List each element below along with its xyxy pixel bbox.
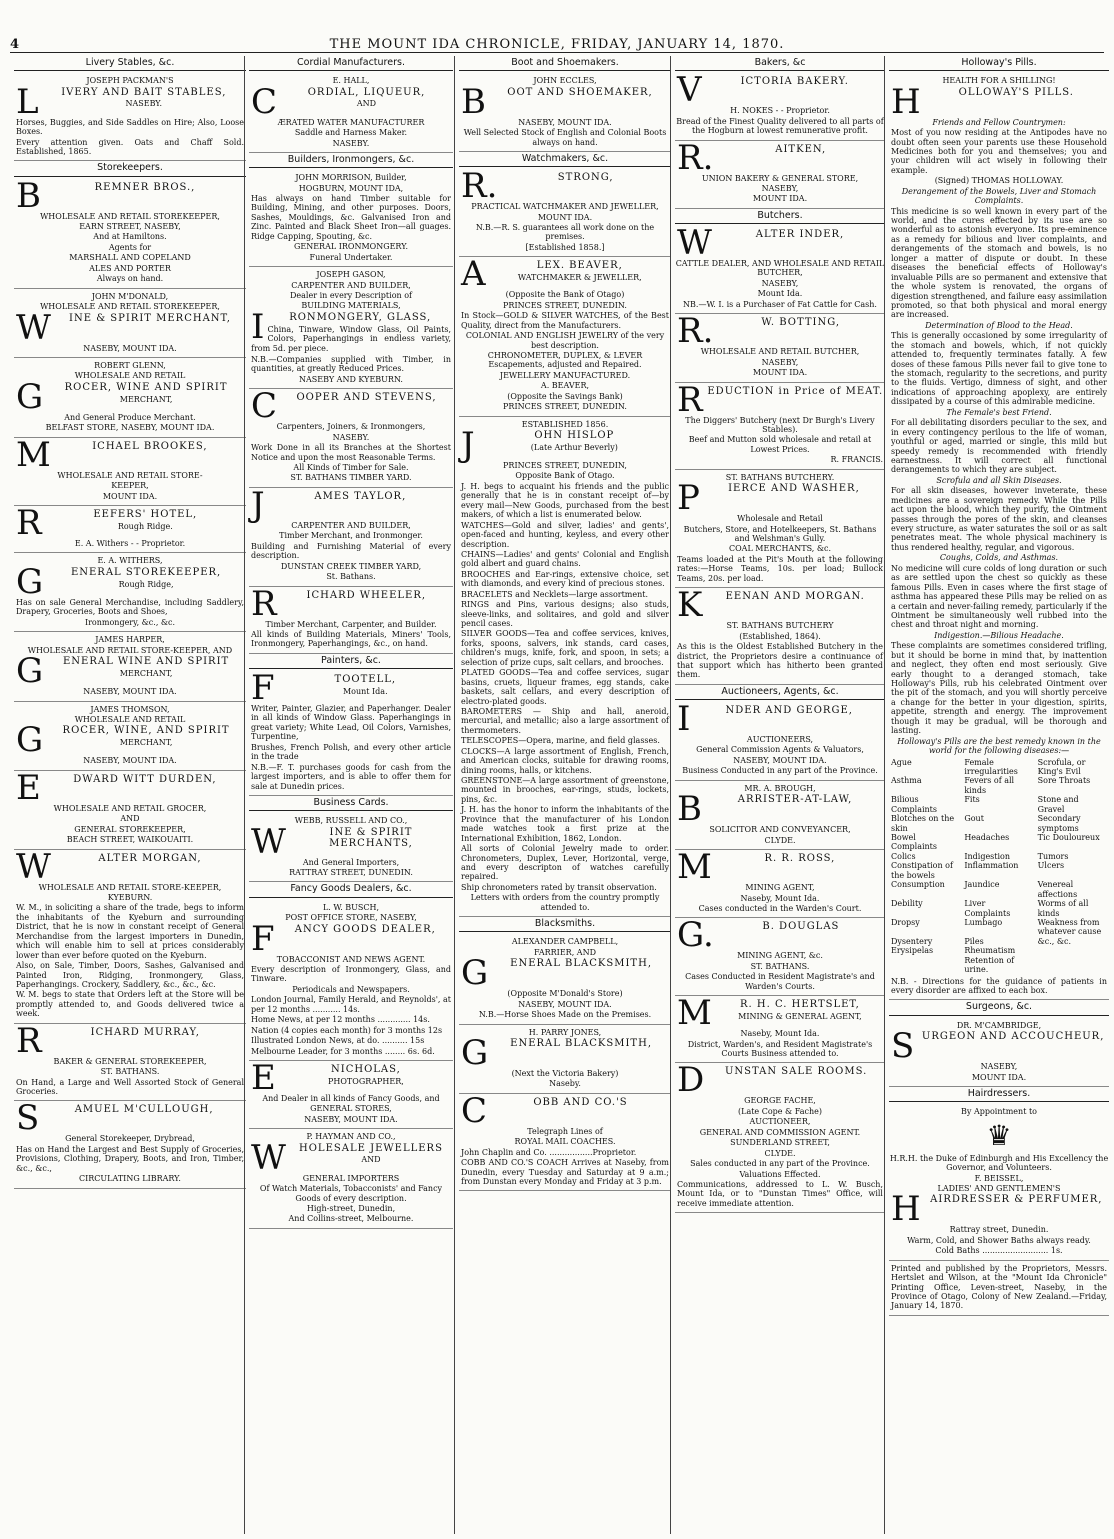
column-5 — [884, 56, 1109, 1534]
ad-packman: JOSEPH PACKMAN'S L IVERY AND BAIT STABLES, NASEBY. Horses, Buggies, and Side Saddles on Hire; Also, Loose Boxes. Every attention given. Oats and Chaff Sold. Established, 1865. — [14, 73, 246, 161]
ailment-item: Secondary symptoms — [1037, 814, 1081, 833]
ad-ross: M R. R. ROSS, MINING AGENT, Naseby, Mount Ida. Cases conducted in the Warden's Court. — [675, 850, 885, 918]
ad-keenan-morgan: K EENAN AND MORGAN. ST. BATHANS BUTCHERY (Established, 1864). As this is the Oldest Established Butchery in the district, the Proprietors desire a continuance of that support which has hitherto been granted them. — [675, 588, 885, 685]
ailment-item: Jaundice — [964, 880, 1000, 890]
section-header: Cordial Manufacturers. — [249, 56, 453, 71]
ailment-item: Colics — [891, 851, 916, 861]
ailment-item: Dysentery — [891, 936, 933, 946]
ad-busch: L. W. BUSCH, POST OFFICE STORE, NASEBY, F ANCY GOODS DEALER, TOBACCONIST AND NEWS AGENT. Every description of Ironmongery, Glass, and Tinware. Periodicals and Newspapers. London Journal, Family Herald, and Reynolds', at per 12 months ........... 14s. Home News, at per 12 months ............. 14s. Nation (4 copies each month) for 3 months 12s Illustrated London News, at do. .......... 15s Melbourne Leader, for 3 months ........ 6s. 6d. — [249, 900, 453, 1061]
ad-cooper-stevens: C OOPER AND STEVENS, Carpenters, Joiners, & Ironmongers, NASEBY. Work Done in all its Branches at the Shortest Notice and upon the most Reasonable Terms. All Kinds of Timber for Sale. ST. BATHANS TIMBER YARD. — [249, 389, 453, 488]
ailment-item — [1038, 946, 1107, 955]
ad-parry-jones: H. PARRY JONES, G ENERAL BLACKSMITH, (Next the Victoria Bakery) Naseby. — [459, 1025, 671, 1094]
imprint: Printed and published by the Proprietors, Messrs. Hertslet and Wilson, at the "Mount Ida Chronicle" Printing Office, Leven-street, Naseby, in the Province of Otago, Colony of New Zealand.—Friday, January 14, 1870. — [889, 1261, 1109, 1316]
ad-pierce-washer: ST. BATHANS BUTCHERY. P IERCE AND WASHER, Wholesale and Retail Butchers, Store, and Hotelkeepers, St. Bathans and Welshman's Gully. COAL MERCHANTS, &c. Teams loaded at the Pit's Mouth at the following rates:—Horse Teams, 10s. per load; Bullock Teams, 20s. per load. — [675, 470, 885, 589]
newspaper-title: THE MOUNT IDA CHRONICLE, FRIDAY, JANUARY 14, 1870. — [329, 37, 785, 52]
ad-beaver: A LEX. BEAVER, WATCHMAKER & JEWELLER, (Opposite the Bank of Otago) PRINCES STREET, DUNEDIN. In Stock—GOLD & SILVER WATCHES, of the Best Quality, direct from the Manufacturers. COLONIAL AND ENGLISH JEWELRY of the very best description. CHRONOMETER, DUPLEX, & LEVER Escapements, adjusted and Repaired. JEWELLERY MANUFACTURED. A. BEAVER, (Opposite the Savings Bank) PRINCES STREET, DUNEDIN. — [459, 257, 671, 416]
ad-brough: MR. A. BROUGH, B ARRISTER-AT-LAW, SOLICITOR AND CONVEYANCER, CLYDE. — [675, 781, 885, 850]
ailment-item: Blotches on the skin — [891, 814, 955, 833]
ad-morrison: JOHN MORRISON, Builder, HOGBURN, MOUNT IDA, Has always on hand Timber suitable for Building, Mining, and other purposes. Doors, Sashes, Mouldings, &c. Galvanised Iron and Zinc. Painted and Black Sheet Iron—all guages. Ridge Capping, Spouting, &c. GENERAL IRONMONGERY. Funeral Undertaker. — [249, 170, 453, 267]
section-header: Blacksmiths. — [459, 917, 671, 932]
ailment-item: Constipation of the bowels — [891, 861, 953, 880]
section-header: Hairdressers. — [889, 1087, 1109, 1102]
ad-aitken: R. AITKEN, UNION BAKERY & GENERAL STORE, NASEBY, MOUNT IDA. — [675, 141, 885, 209]
ad-mdonald: JOHN M'DONALD, WHOLESALE AND RETAIL STOREKEEPER, W INE & SPIRIT MERCHANT, NASEBY, MOUNT IDA. — [14, 289, 246, 358]
ad-glenn: ROBERT GLENN, WHOLESALE AND RETAIL G ROCER, WINE AND SPIRIT MERCHANT, And General Produce Merchant. BELFAST STORE, NASEBY, MOUNT IDA. — [14, 358, 246, 438]
ailment-item: Tumors — [1037, 851, 1069, 861]
ailment-item: Weakness from whatever cause — [1037, 917, 1102, 937]
ailment-item: Sore Throats — [1037, 776, 1091, 786]
column-4 — [670, 56, 885, 1534]
ad-cobb: C OBB AND CO.'S Telegraph Lines of ROYAL MAIL COACHES. John Chaplin and Co. .................Proprietor. COBB AND CO.'S COACH Arrives at Naseby, from Dunedin, every Tuesday and Saturday at 9 a.m.; from Dunstan every Monday and Friday at 3 p.m. — [459, 1094, 671, 1192]
section-header: Business Cards. — [249, 796, 453, 811]
ad-hislop: ESTABLISHED 1856. J OHN HISLOP (Late Arthur Beverly) PRINCES STREET, DUNEDIN, Opposite Bank of Otago. J. H. begs to acquaint his friends and the public generally that he is in constant receipt of—by every mail—New Goods, purchased from the best makers, of which a list is enumerated below. WATCHES—Gold and silver, ladies' and gents', open-faced and hunting, keyless, and every other description. CHAINS—Ladies' and gents' Colonial and English gold albert and guard chains. BROOCHES and Ear-rings, extensive choice, set with diamonds, and every kind of precious stones. BRACELETS and Necklets—large assortment. RINGS and Pins, various designs; also studs, sleeve-links, and solitaires, and gold and silver pencil cases. SILVER GOODS—Tea and coffee services, knives, forks, spoons, salvers, ink stands, card cases, children's mugs, knife, fork, and spoon, in sets; a selection of prize cups, salt cellars, and brooches. PLATED GOODS—Tea and coffee services, sugar basins, cruets, liqueur frames, egg stands, cake baskets, salt cellars, and every description of electro-plated goods. BAROMETERS — Ship and hall, aneroid, mercurial, and metallic; also a large assortment of thermometers. TELESCOPES—Opera, marine, and field glasses. CLOCKS—A large assortment of English, French, and American clocks, suitable for drawing rooms, dining rooms, halls, or kitchens. GREENSTONE—A large assortment of greenstone, mounted in brooches, ear-rings, studs, lockets, pins, &c. J. H. has the honor to inform the inhabitants of the Province that the manufacturer of his London made watches took a first prize at the International Exhibition, 1862, London. All sorts of Colonial Jewelry made to order. Chronometers, Duplex, Lever, Horizontal, verge, and every descripton of watches carefully repaired. Ship chronometers rated by transit observation. Letters with orders from the country promptly attended to. — [459, 417, 671, 918]
section-header: Livery Stables, &c. — [14, 56, 246, 71]
ad-morgan: W ALTER MORGAN, WHOLESALE AND RETAIL STORE-KEEPER, KYEBURN. W. M., in soliciting a share of the trade, begs to inform the inhabitants of the Kyeburn and surrounding District, that he is now in constant receipt of General Merchandise from the largest importers in Dunedin, which will enable him to sell at prices considerably lower than ever before quoted on the Kyeburn. Also, on Sale, Timber, Doors, Sashes, Galvanised and Painted Iron, Ridging, Ironmongery, Glass, Paperhangings. Crockery, Saddlery, &c., &c., &c. W. M. begs to state that Orders left at the Store will be promptly attended to, and Goods delivered twice a week. — [14, 850, 246, 1024]
ailment-item: Ulcers — [1037, 861, 1065, 871]
section-header: Bakers, &c — [675, 56, 885, 71]
section-header: Painters, &c. — [249, 654, 453, 669]
ad-reefers: R EEFERS' HOTEL, Rough Ridge. E. A. Withers - - Proprietor. — [14, 506, 246, 553]
section-header: Builders, Ironmongers, &c. — [249, 153, 453, 168]
ad-webb-russell: WEBB, RUSSELL AND CO., W INE & SPIRIT MERCHANTS, And General Importers, RATTRAY STREET, DUNEDIN. — [249, 813, 453, 882]
ad-wheeler: R ICHARD WHEELER, Timber Merchant, Carpenter, and Builder. All kinds of Building Materials, Miners' Tools, Ironmongery, Paperhangings, &c., on hand. — [249, 587, 453, 654]
column-2 — [244, 56, 453, 1534]
ailment-item: Female irregularities — [964, 757, 1018, 776]
masthead — [10, 30, 1104, 53]
ailment-item: Fits — [964, 795, 980, 805]
ailment-item: Fevers of all kinds — [964, 776, 1015, 795]
ad-murray: R ICHARD MURRAY, BAKER & GENERAL STOREKEEPER, ST. BATHANS. On Hand, a Large and Well Assorted Stock of General Groceries. — [14, 1024, 246, 1102]
ailment-item: Asthma — [891, 776, 922, 786]
ailment-item: Liver Complaints — [964, 899, 1011, 918]
ailment-item: Debility — [891, 899, 923, 909]
ailment-item: Stone and Gravel — [1037, 795, 1079, 814]
ailment-item: Dropsy — [891, 917, 920, 927]
ad-inder-george: I NDER AND GEORGE, AUCTIONEERS, General Commission Agents & Valuators, NASEBY, MOUNT IDA. Business Conducted in any part of the Province. — [675, 702, 885, 781]
ailment-item: Scrofula, or King's Evil — [1037, 757, 1086, 776]
ailment-item: Indigestion — [964, 851, 1011, 861]
ailment-item: Consumption — [891, 880, 945, 890]
ad-victoria-bakery: V ICTORIA BAKERY. H. NOKES - - Proprietor. Bread of the Finest Quality delivered to all parts of the Hogburn at lowest remunerative profit. — [675, 73, 885, 140]
ailment-item: Erysipelas — [891, 946, 934, 956]
section-header: Butchers. — [675, 209, 885, 224]
ailment-item: Headaches — [964, 833, 1010, 843]
ad-eccles: JOHN ECCLES, B OOT AND SHOEMAKER, NASEBY, MOUNT IDA. Well Selected Stock of English and Colonial Boots always on hand. — [459, 73, 671, 152]
ad-mcambridge: DR. M'CAMBRIDGE, S URGEON AND ACCOUCHEUR, NASEBY, MOUNT IDA. — [889, 1018, 1109, 1087]
column-1 — [14, 56, 246, 1534]
ad-hayman: P. HAYMAN AND CO., W HOLESALE JEWELLERS AND GENERAL IMPORTERS Of Watch Materials, Tobacconists' and Fancy Goods of every description. High-street, Dunedin, And Collins-street, Melbourne. — [249, 1129, 453, 1229]
royal-crest-icon: ♛ — [986, 1118, 1012, 1152]
ad-durden: E DWARD WITT DURDEN, WHOLESALE AND RETAIL GROCER, AND GENERAL STOREKEEPER, BEACH STREET, WAIKOUAITI. — [14, 771, 246, 850]
section-header: Boot and Shoemakers. — [459, 56, 671, 71]
section-header: Watchmakers, &c. — [459, 152, 671, 167]
ailment-item: Gout — [964, 814, 984, 824]
ad-douglas: G. B. DOUGLAS MINING AGENT, &c. ST. BATHANS. Cases Conducted in Resident Magistrate's and Warden's Courts. — [675, 918, 885, 996]
ailment-item: Inflammation — [964, 861, 1019, 871]
ad-beissel: By Appointment to ♛ H.R.H. the Duke of Edinburgh and His Excellency the Governor, and Volunteers. F. BEISSEL, LADIES' AND GENTLEMEN'S H AIRDRESSER & PERFUMER, Rattray street, Dunedin. Warm, Cold, and Shower Baths always ready. Cold Baths .......................... 1s. — [889, 1104, 1109, 1261]
ad-brookes: M ICHAEL BROOKES, WHOLESALE AND RETAIL STORE- KEEPER, MOUNT IDA. — [14, 438, 246, 506]
ad-gason: JOSEPH GASON, CARPENTER AND BUILDER, Dealer in every Description of BUILDING MATERIALS, I RONMONGERY, GLASS, China, Tinware, Window Glass, Oil Paints, Colors, Paperhangings in endless variety, from 5d. per piece. N.B.—Companies supplied with Timber, in quantities, at greatly Reduced Prices. NASEBY AND KYEBURN. — [249, 267, 453, 389]
ailment-item: Piles — [964, 936, 984, 946]
ad-hertslet: M R. H. C. HERTSLET, MINING & GENERAL AGENT, Naseby, Mount Ida. District, Warden's, and Resident Magistrate's Courts Business attended to. — [675, 996, 885, 1063]
ad-inder: W ALTER INDER, CATTLE DEALER, AND WHOLESALE AND RETAIL BUTCHER, NASEBY, Mount Ida. NB.—W. I. is a Purchaser of Fat Cattle for Cash. — [675, 226, 885, 314]
ad-thomson: JAMES THOMSON, WHOLESALE AND RETAIL G ROCER, WINE, AND SPIRIT MERCHANT, NASEBY, MOUNT IDA. — [14, 702, 246, 771]
ad-taylor: J AMES TAYLOR, CARPENTER AND BUILDER, Timber Merchant, and Ironmonger. Building and Furnishing Material of every description. DUNSTAN CREEK TIMBER YARD, St. Bathans. — [249, 488, 453, 587]
ad-holloway: HEALTH FOR A SHILLING! H OLLOWAY'S PILLS. Friends and Fellow Countrymen: Most of you now residing at the Antipodes have no doubt often seen your parents use these Household Medicines both for you and themselves; you and your children will act wisely in following their example. (Signed) THOMAS HOLLOWAY. Derangement of the Bowels, Liver and Stomach Complaints. This medicine is so well known in every part of the world, and the cures effected by its use are so wonderful as to astonish everyone. Its pre-eminence as a remedy for bilious and liver complaints, and derangements of the stomach and bowels, is no longer a matter of dispute or doubt. In these diseases the beneficial effects of Holloway's invaluable Pills are so permanent and extensive that the whole system is renovated, the organs of digestion strengthened, and failure easy assimilation promoted, so that both physical and moral energy are increased. Determination of Blood to the Head. This is generally occasioned by some irregularity of the stomach and bowels, which, if not quickly attended to, frequently terminates fatally. A few doses of these famous Pills never fail to give tone to the stomach, regularity to the secretions, and purity to the fluids. Vertigo, dimness of sight, and other indications of approaching apoplexy, are entirely dissipated by a course of this admirable medicine. The Female's best Friend. For all debilitating disorders peculiar to the sex, and in every contingency perilous to the life of woman, youthful or aged, married or single, this mild but speedy remedy is recommended with friendly earnestness. It will correct all functional derangements to which they are subject. Scrofula and all Skin Diseases. For all skin diseases, however inveterate, these medicines are a sovereign remedy. While the Pills act upon the blood, which they purify, the Ointment passes through the pores of the skin, and cleanses every structure, as water saturates the soil or as salt penetrates meat. The whole physical machinery is thus rendered healthy, regular, and vigorous. Coughs, Colds, and Asthmas. No medicine will cure colds of long duration or such as are settled upon the chest so quickly as these famous Pills. Even in cases where the first stage of asthma has appeared these Pills may be relied on as a certain and never-failing remedy, particularly if the Ointment be simultaneously well rubbed into the chest and throat night and morning. Indigestion.—Bilious Headache. These complaints are sometimes considered trifling, but it should be borne in mind that, by inattention and neglect, they often end most seriously. Give early thought to a deranged stomach, take Holloway's Pills, rub his celebrated Ointment over the pit of the stomach, and you will shortly perceive a change for the better in your digestion, spirits, appetite, strength and energy. The improvement though it may be gradual, will be thorough and lasting. Holloway's Pills are the best remedy known in the world for the following diseases:— Ague Female irregularities Scrofula, or King's Evil Asthma Fevers of all kinds Sore Throats Bilious Complaints Fits Stone and Gravel Blotches on the skin Gout Secondary symptoms Bowel Complaints Headaches Tic Douloureux Colics Indigestion Tumors Constipation of the bowels Inflammation Ulcers Consumption Jaundice Venereal affections Debility Liver Complaints Worms of all kinds Dropsy Lumbago Weakness from whatever cause Dysentery Piles &c., &c. Erysipelas Rheumatism Retention of urine. N.B. - Directions for the guidance of patients in every disorder are affixed to each box. — [889, 73, 1109, 1000]
ailment-item: Bowel Complaints — [891, 833, 938, 852]
ailment-item: Worms of all kinds — [1037, 899, 1089, 918]
ad-nicholas: E NICHOLAS, PHOTOGRAPHER, And Dealer in all kinds of Fancy Goods, and GENERAL STORES, NASEBY, MOUNT IDA. — [249, 1061, 453, 1129]
ad-campbell: ALEXANDER CAMPBELL, FARRIER, AND G ENERAL BLACKSMITH, (Opposite M'Donald's Store) NASEBY, MOUNT IDA. N.B.—Horse Shoes Made on the Premises. — [459, 934, 671, 1024]
ailment-item: Retention of urine. — [964, 955, 1015, 975]
ailments-table — [891, 758, 1107, 975]
ad-tootell: F TOOTELL, Mount Ida. Writer, Painter, Glazier, and Paperhanger. Dealer in all kinds of Window Glass. Paperhangings in great variety; White Lead, Oil Colors, Varnishes, Turpentine, Brushes, French Polish, and every other article in the trade N.B.—F. T. purchases goods for cash from the largest importers, and is able to offer them for sale at Dunedin prices. — [249, 671, 453, 796]
ailment-item — [1038, 956, 1107, 975]
ad-francis: R EDUCTION in Price of MEAT. The Diggers' Butchery (next Dr Burgh's Livery Stables). Beef and Mutton sold wholesale and retail at Lowest Prices. R. FRANCIS. — [675, 383, 885, 470]
ailment-item: Bilious Complaints — [891, 795, 938, 814]
ad-withers: E. A. WITHERS, G ENERAL STOREKEEPER, Rough Ridge, Has on sale General Merchandise, including Saddlery, Drapery, Groceries, Boots and Shoes, Ironmongery, &c., &c. — [14, 553, 246, 632]
ailment-item: Ague — [891, 757, 912, 767]
ailment-item: Lumbago — [964, 917, 1003, 927]
ad-harper: JAMES HARPER, WHOLESALE AND RETAIL STORE-KEEPER, AND G ENERAL WINE AND SPIRIT MERCHANT, NASEBY, MOUNT IDA. — [14, 632, 246, 701]
ailment-item — [891, 956, 960, 975]
ad-botting: R. W. BOTTING, WHOLESALE AND RETAIL BUTCHER, NASEBY, MOUNT IDA. — [675, 314, 885, 382]
ailment-item: &c., &c. — [1037, 936, 1072, 946]
ad-hall: E. HALL, C ORDIAL, LIQUEUR, AND ÆRATED WATER MANUFACTURER Saddle and Harness Maker. NASEBY. — [249, 73, 453, 153]
ailment-item: Tic Douloureux — [1037, 833, 1100, 843]
section-header: Storekeepers. — [14, 161, 246, 176]
section-header: Holloway's Pills. — [889, 56, 1109, 71]
ad-bremner: B REMNER BROS., WHOLESALE AND RETAIL STOREKEEPER, EARN STREET, NASEBY, And at Hamiltons. Agents for MARSHALL AND COPELAND ALES AND PORTER Always on hand. — [14, 179, 246, 289]
section-header: Surgeons, &c. — [889, 1000, 1109, 1015]
ailment-item: Venereal affections — [1037, 880, 1078, 899]
section-header: Auctioneers, Agents, &c. — [675, 685, 885, 700]
column-3 — [454, 56, 671, 1534]
ad-strong: R. STRONG, PRACTICAL WATCHMAKER AND JEWELLER, MOUNT IDA. N.B.—R. S. guarantees all work done on the premises. [Established 1858.] — [459, 169, 671, 257]
section-header: Fancy Goods Dealers, &c. — [249, 882, 453, 897]
ailment-item: Rheumatism — [964, 946, 1016, 956]
ad-mcullough: S AMUEL M'CULLOUGH, General Storekeeper, Drybread, Has on Hand the Largest and Best Supply of Groceries, Provisions, Clothing, Drapery, Boots, and Iron, Timber, &c., &c., CIRCULATING LIBRARY. — [14, 1101, 246, 1188]
ad-dunstan-sale-rooms: D UNSTAN SALE ROOMS. GEORGE FACHE, (Late Cope & Fache) AUCTIONEER, GENERAL AND COMMISSION AGENT. SUNDERLAND STREET, CLYDE. Sales conducted in any part of the Province. Valuations Effected. Communications, addressed to L. W. Busch, Mount Ida, or to "Dunstan Times" Office, will receive immediate attention. — [675, 1063, 885, 1213]
page-number: 4 — [10, 37, 21, 52]
